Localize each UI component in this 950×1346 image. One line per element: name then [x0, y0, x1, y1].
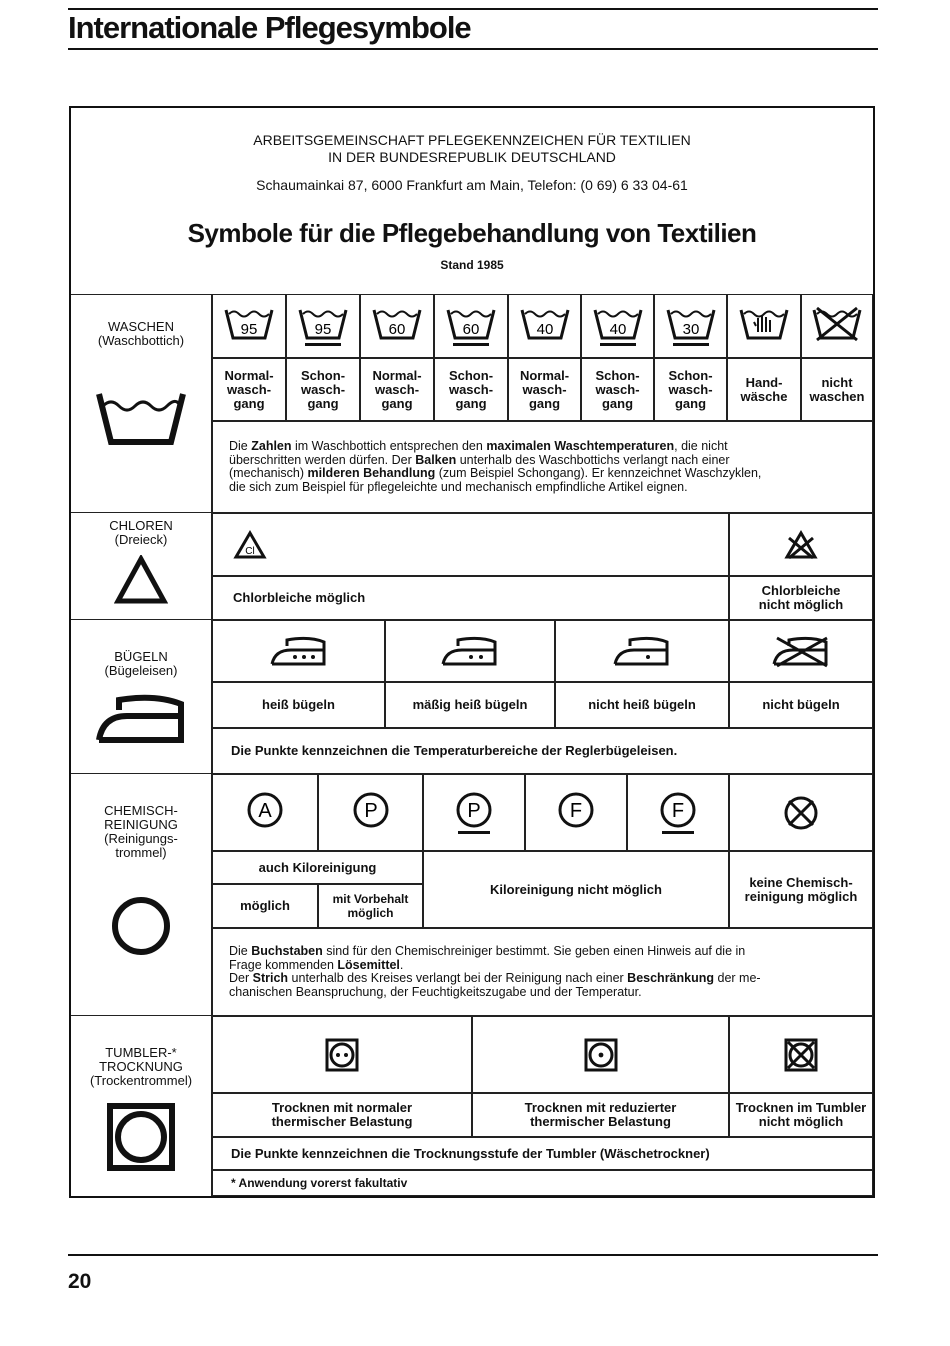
table-heading: Symbole für die Pflegebehandlung von Textilien [187, 218, 757, 248]
waschen-label-2: (Waschbottich) [97, 333, 185, 348]
address: Schaumainkai 87, 6000 Frankfurt am Main, Telefon: (0 69) 6 33 04-61 [256, 177, 688, 193]
chemisch-label-3: (Reinigungs- [104, 831, 178, 846]
washtub-2-icon [371, 304, 423, 348]
wash-label-cell [286, 358, 360, 421]
wash-label-cell [801, 358, 873, 421]
wash-label-cell [654, 358, 727, 421]
washtub-1-number: 95 [314, 321, 332, 338]
table-header [71, 108, 873, 295]
waschen-note [212, 421, 873, 513]
auch-kiloreinigung-label: auch Kiloreinigung [212, 851, 423, 884]
handwash-icon [738, 304, 790, 348]
wash-symbol-cell [212, 294, 286, 358]
buegeln-note: Die Punkte kennzeichnen die Temperaturbereiche der Reglerbügeleisen. [212, 728, 873, 774]
no-wash-icon [811, 304, 863, 348]
page-title: Internationale Pflegesymbole [68, 10, 471, 45]
washtub-0-number: 95 [240, 321, 258, 338]
dryclean-letter: P [363, 799, 378, 822]
wash-label-cell [581, 358, 654, 421]
wash-label-line-1: Schon- [300, 367, 346, 383]
wash-symbol-cell [654, 294, 727, 358]
washtub-6-number: 30 [682, 321, 699, 338]
washtub-0-icon [223, 304, 275, 348]
waschen-label [71, 320, 211, 348]
chem-symbol-cell [627, 774, 729, 851]
iron-label: heiß bügeln [212, 682, 385, 728]
wash-label-line-3: gang [307, 395, 339, 411]
tumbler-normal-label [212, 1093, 472, 1137]
wash-symbol-cell [727, 294, 801, 358]
tumbler-label-2: TROCKNUNG [99, 1059, 183, 1074]
wash-label-line-2: wasch- [374, 381, 420, 397]
tumbler-normal-label-2: thermischer Belastung [271, 1114, 413, 1129]
wash-label-line-2: wasch- [668, 381, 713, 397]
wash-label-line-2: wasch- [448, 381, 494, 397]
wash-label-line-1: Schon- [448, 367, 494, 383]
wash-label-line-3: gang [674, 395, 707, 411]
iron-symbol-cell [385, 620, 555, 682]
wash-label-line-3: gang [233, 395, 265, 411]
washtub-6-bar [673, 343, 709, 346]
category-buegeln [71, 620, 212, 774]
iron-symbol-cell [729, 620, 873, 682]
iron-1-dots-icon [612, 634, 672, 668]
tumbler-one-dot-icon [584, 1038, 618, 1072]
washtub-1-bar [305, 343, 341, 346]
page-number: 20 [68, 1270, 92, 1293]
iron-3-dots-icon [269, 634, 329, 668]
mit-vorbehalt-label [318, 884, 423, 928]
chemisch-note-line-1: Die Buchstaben sind für den Chemischreiniger bestimmt. Sie geben einen Hinweis auf die in [229, 944, 746, 958]
no-chlorbleiche-label [729, 576, 873, 620]
chemisch-label-2: REINIGUNG [104, 817, 178, 832]
wash-label-line-3: gang [528, 395, 561, 411]
crossed-tumbler-icon [784, 1038, 818, 1072]
chlorbleiche-label: Chlorbleiche möglich [212, 576, 729, 620]
handwash-label-1: Hand- [745, 374, 783, 390]
washtub-3-bar [453, 343, 489, 346]
keine-chemisch-label-1: keine Chemisch- [749, 874, 853, 890]
washtub-2-number: 60 [388, 321, 406, 338]
org-line-2: IN DER BUNDESREPUBLIK DEUTSCHLAND [328, 149, 616, 165]
dryclean-bar [458, 831, 490, 834]
mit-vorbehalt-label-1: mit Vorbehalt [332, 892, 409, 906]
wash-label-line-3: gang [381, 395, 413, 411]
tumbler-normal-cell [212, 1016, 472, 1093]
circle-icon [109, 894, 173, 958]
chlorbleiche-symbol-cell [212, 513, 729, 576]
wash-symbol-cell [581, 294, 654, 358]
chem-symbol-cell [423, 774, 525, 851]
tumbler-no-label-1: Trocknen im Tumbler [735, 1100, 867, 1115]
washtub-3-number: 60 [462, 321, 480, 338]
tumbler-two-dots-icon [325, 1038, 359, 1072]
waschen-note-line-4: die sich zum Beispiel für pflegeleichte und mechanisch empfindliche Artikel eignen. [229, 479, 688, 494]
category-chemisch [71, 774, 212, 1016]
chloren-label-2: (Dreieck) [114, 532, 168, 547]
buegeln-label-2: (Bügeleisen) [104, 663, 178, 678]
crossed-circle-icon [781, 793, 821, 833]
washtub-icon [93, 388, 189, 448]
category-waschen [71, 294, 212, 513]
tumbler-label [71, 1046, 211, 1088]
waschen-note-line-2: überschritten werden dürfen. Der Balken unterhalb des Waschbottichs verlangt nach einer [229, 452, 730, 467]
washtub-5-icon [592, 304, 644, 348]
chemisch-label-4: trommel) [115, 845, 167, 860]
category-tumbler [71, 1016, 212, 1196]
chem-symbol-cell [212, 774, 318, 851]
chemisch-note-line-4: chanischen Beanspruchung, der Feuchtigkeitszugabe und der Temperatur. [229, 984, 642, 999]
waschen-note-line-1: Die Zahlen im Waschbottich entsprechen den maximalen Waschtemperaturen, die nicht [229, 439, 728, 453]
wash-label-line-2: wasch- [595, 381, 640, 397]
no-chem-symbol-cell [729, 774, 873, 851]
tumbler-label-3: (Trockentrommel) [89, 1073, 193, 1088]
wash-label-cell [360, 358, 434, 421]
wash-label-line-1: Normal- [224, 367, 274, 383]
chem-symbol-cell [318, 774, 423, 851]
washtub-3-icon [445, 304, 497, 348]
wash-label-line-3: gang [455, 395, 487, 411]
wash-label-line-1: Normal- [372, 367, 422, 383]
wash-symbol-cell [286, 294, 360, 358]
tumbler-reduced-label-2: thermischer Belastung [530, 1114, 671, 1129]
wash-symbol-cell [434, 294, 508, 358]
chloren-label [71, 519, 211, 547]
chlorine-cl-text: Cl [245, 545, 255, 557]
tumbler-note: Die Punkte kennzeichnen die Trocknungsstufe der Tumbler (Wäschetrockner) [212, 1137, 873, 1170]
dryclean-letter: P [467, 799, 481, 822]
category-chloren [71, 513, 212, 620]
moeglich-label: möglich [212, 884, 318, 928]
iron-2-dots-icon [440, 634, 500, 668]
washtub-4-number: 40 [536, 321, 553, 338]
chloren-label-1: CHLOREN [109, 518, 173, 533]
buegeln-label [71, 650, 211, 678]
no-chlorbleiche-label-2: nicht möglich [758, 597, 844, 612]
iron-symbol-cell [555, 620, 729, 682]
tumbler-footnote: * Anwendung vorerst fakultativ [212, 1170, 873, 1196]
washtub-5-bar [600, 343, 636, 346]
dryclean-p-icon [351, 790, 391, 836]
tumbler-no-cell [729, 1016, 873, 1093]
washtub-5-number: 40 [609, 321, 626, 338]
dryclean-letter: A [258, 799, 272, 822]
wash-label-line-1: Normal- [519, 367, 570, 383]
dryclean-letter: F [569, 799, 583, 822]
title-underline [68, 48, 878, 50]
no-wash-label-2: waschen [809, 388, 865, 404]
chem-symbol-cell [525, 774, 627, 851]
kiloreinigung-nicht-label: Kiloreinigung nicht möglich [423, 851, 729, 928]
wash-symbol-cell [360, 294, 434, 358]
dryclean-bar [662, 831, 694, 834]
wash-label-cell [508, 358, 581, 421]
dryclean-a-icon [245, 790, 285, 836]
crossed-triangle-icon [784, 530, 818, 560]
wash-label-cell [212, 358, 286, 421]
wash-label-line-1: Schon- [668, 367, 713, 383]
tumbler-drum-icon [106, 1102, 176, 1172]
dryclean-f-icon [556, 790, 596, 836]
handwash-label-2: wäsche [740, 388, 788, 404]
tumbler-normal-label-1: Trocknen mit normaler [271, 1100, 413, 1115]
iron-label: mäßig heiß bügeln [385, 682, 555, 728]
tumbler-no-label [729, 1093, 873, 1137]
wash-label-line-2: wasch- [522, 381, 567, 397]
no-wash-label-1: nicht [821, 374, 853, 390]
wash-symbol-cell [508, 294, 581, 358]
chemisch-note-line-3: Der Strich unterhalb des Kreises verlangt bei der Reinigung nach einer Beschränkung der me- [229, 971, 761, 985]
no-chlorbleiche-symbol-cell [729, 513, 873, 576]
wash-symbol-cell [801, 294, 873, 358]
tumbler-reduced-label [472, 1093, 729, 1137]
iron-icon [95, 690, 187, 746]
iron-label: nicht bügeln [729, 682, 873, 728]
tumbler-reduced-label-1: Trocknen mit reduzierter [524, 1100, 677, 1115]
washtub-4-icon [519, 304, 571, 348]
buegeln-label-1: BÜGELN [114, 649, 168, 664]
wash-label-line-1: Schon- [595, 367, 640, 383]
keine-chemisch-label [729, 851, 873, 928]
no-chlorbleiche-label-1: Chlorbleiche [761, 583, 841, 598]
iron-symbol-cell [212, 620, 385, 682]
org-line-1: ARBEITSGEMEINSCHAFT PFLEGEKENNZEICHEN FÜR TEXTILIEN [253, 132, 691, 148]
wash-label-cell [434, 358, 508, 421]
chemisch-note-line-2: Frage kommenden Lösemittel. [229, 957, 404, 972]
waschen-note-line-3: (mechanisch) milderen Behandlung (zum Beispiel Schongang). Er kennzeichnet Waschzyklen, [229, 466, 762, 480]
wash-label-line-2: wasch- [300, 381, 346, 397]
bottom-rule [68, 1254, 878, 1256]
chlorine-triangle-icon [233, 530, 267, 560]
wash-label-line-2: wasch- [226, 381, 272, 397]
tumbler-no-label-2: nicht möglich [758, 1114, 844, 1129]
iron-label: nicht heiß bügeln [555, 682, 729, 728]
mit-vorbehalt-label-2: möglich [347, 906, 394, 920]
dryclean-p-icon [454, 790, 494, 836]
keine-chemisch-label-2: reinigung möglich [744, 888, 858, 904]
tumbler-reduced-cell [472, 1016, 729, 1093]
wash-label-cell [727, 358, 801, 421]
crossed-iron-icon [771, 634, 831, 668]
triangle-icon [114, 555, 168, 605]
chemisch-note [212, 928, 873, 1016]
stand-date: Stand 1985 [440, 258, 504, 272]
dryclean-letter: F [671, 799, 685, 822]
chemisch-label-1: CHEMISCH- [104, 803, 178, 818]
washtub-1-icon [297, 304, 349, 348]
waschen-label-1: WASCHEN [108, 319, 174, 334]
care-symbol-table [69, 106, 875, 1198]
dryclean-f-icon [658, 790, 698, 836]
wash-label-line-3: gang [601, 395, 634, 411]
washtub-6-icon [665, 304, 717, 348]
chemisch-label [71, 804, 211, 860]
tumbler-label-1: TUMBLER-* [105, 1045, 177, 1060]
